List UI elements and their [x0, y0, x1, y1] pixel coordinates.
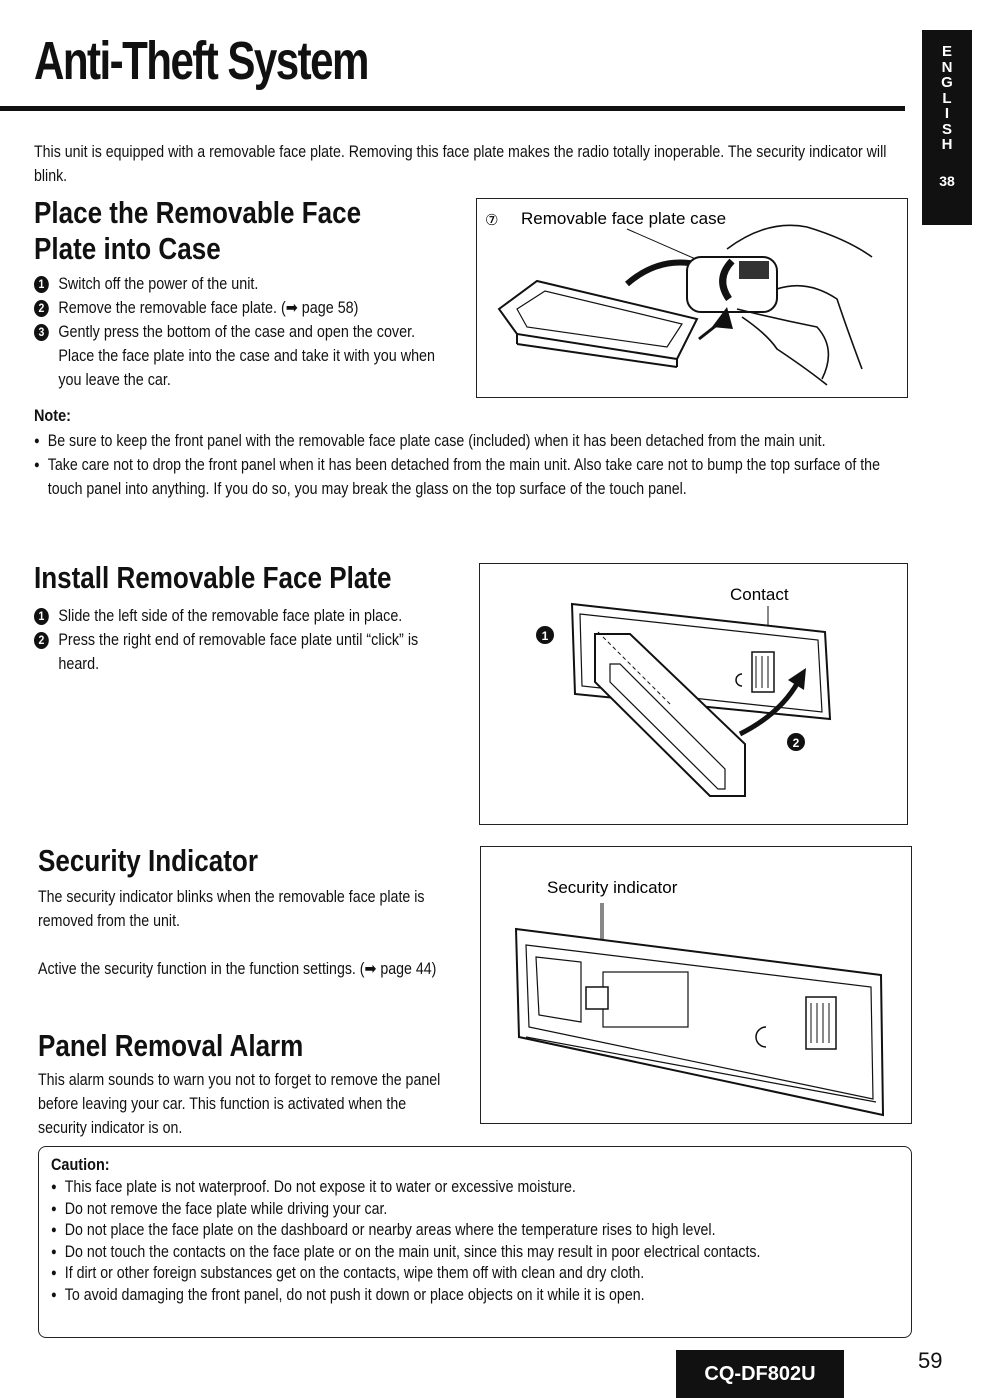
step-item [34, 604, 443, 628]
tab-letter: L [942, 89, 952, 107]
install-steps [34, 604, 443, 676]
caution-heading: Caution: [51, 1155, 110, 1174]
note-heading: Note: [34, 406, 71, 425]
install-illustration [480, 564, 907, 824]
step-text: Press the right end of removable face plate until “click” is heard. [58, 631, 419, 673]
page-number: 59 [918, 1348, 943, 1373]
step-number: 3 [34, 324, 49, 341]
security-para-1: The security indicator blinks when the removable face plate is removed from the unit. [38, 888, 425, 930]
step-number: 2 [34, 300, 49, 317]
caution-item: ● Do not remove the face plate while driving your car. [51, 1199, 909, 1221]
heading-alarm: Panel Removal Alarm [38, 1028, 304, 1063]
caution-item: ● If dirt or other foreign substances get on the contacts, wipe them off with clean and dry cloth. [51, 1263, 909, 1285]
step-number: 1 [34, 276, 49, 293]
language-tab [922, 30, 972, 225]
figure-security-label: Security indicator [547, 878, 678, 897]
case-illustration [477, 199, 907, 397]
figure-security [480, 846, 912, 1124]
alarm-para: This alarm sounds to warn you not to forget to remove the panel before leaving your car. This function is activated when the security indicator is on. [38, 1071, 441, 1137]
heading-install: Install Removable Face Plate [34, 560, 392, 595]
caution-box [38, 1146, 912, 1338]
tab-letter: S [941, 120, 952, 138]
title-rule [0, 106, 905, 111]
page-title: Anti-Theft System [34, 31, 368, 91]
model-label: CQ-DF802U [676, 1350, 844, 1398]
tab-letter: H [941, 136, 953, 153]
figure-case [476, 198, 908, 398]
step-item [34, 296, 443, 320]
step-text: Switch off the power of the unit. [58, 275, 259, 293]
step-item [34, 272, 443, 296]
caution-item: ● Do not touch the contacts on the face plate or on the main unit, since this may result in poor electrical contacts. [51, 1242, 909, 1264]
step-text: Gently press the bottom of the case and open the cover. Place the face plate into the case and take it with you when you leave the car. [58, 323, 436, 389]
marker-step-1-label: 1 [541, 629, 549, 643]
marker-step-2-label: 2 [792, 736, 800, 750]
tab-letter: G [941, 74, 953, 91]
step-item [34, 320, 443, 392]
case-steps [34, 272, 443, 392]
intro-text: This unit is equipped with a removable face plate. Removing this face plate makes the radio totally inoperable. The security indicator will blink. [34, 143, 887, 185]
caution-list [51, 1177, 909, 1306]
tab-letter: E [941, 43, 952, 60]
caution-item: ● Do not place the face plate on the dashboard or nearby areas where the temperature rises to high level. [51, 1220, 909, 1242]
step-text: Remove the removable face plate. (➡ page 58) [58, 299, 359, 317]
caution-item: ● To avoid damaging the front panel, do not push it down or place objects on it while it is open. [51, 1285, 909, 1307]
language-tab-letters [922, 44, 972, 153]
step-number: 1 [34, 608, 49, 625]
step-number: 2 [34, 632, 49, 649]
caution-item: ● This face plate is not waterproof. Do not expose it to water or excessive moisture. [51, 1177, 909, 1199]
note-list [34, 429, 918, 501]
heading-security: Security Indicator [38, 843, 258, 878]
heading-case-line1: Place the Removable Face [34, 195, 362, 230]
note-item: ● Take care not to drop the front panel when it has been detached from the main unit. Also take care not to bump the top surface of the touch panel into anything. If you do so, you may break the glass on the top surface of the touch panel. [34, 453, 918, 501]
figure-install [479, 563, 908, 825]
heading-case-line2: Plate into Case [34, 231, 221, 266]
tab-letter: I [944, 105, 950, 122]
tab-letter: N [941, 58, 953, 76]
figure-case-label-num: ⑦ [485, 212, 499, 229]
note-item: ● Be sure to keep the front panel with the removable face plate case (included) when it has been detached from the main unit. [34, 429, 918, 453]
figure-install-label: Contact [730, 585, 789, 604]
language-tab-number: 38 [939, 172, 955, 189]
figure-case-label: Removable face plate case [521, 209, 727, 228]
step-text: Slide the left side of the removable face plate in place. [58, 607, 403, 625]
security-para-2: Active the security function in the function settings. (➡ page 44) [38, 960, 437, 978]
security-illustration [481, 847, 911, 1123]
step-item [34, 628, 443, 676]
